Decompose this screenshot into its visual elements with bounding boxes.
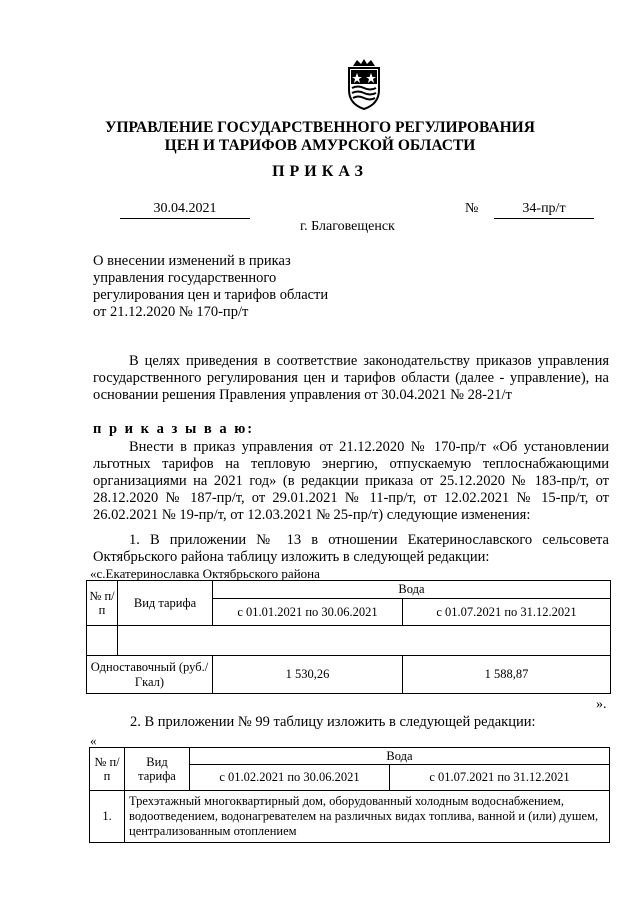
subject-line: О внесении изменений в приказ: [93, 253, 291, 269]
row-tariff-type: Одноставочный (руб./Гкал): [87, 656, 213, 694]
order-number: 34-пр/т: [494, 201, 594, 219]
table1-label: «с.Екатериноcлавка Октябрьского района: [90, 566, 320, 581]
row-value-period2: 1 588,87: [403, 656, 611, 694]
item2-paragraph: 2. В приложении № 99 таблицу изложить в следующей редакции:: [130, 714, 536, 730]
order-date: 30.04.2021: [120, 201, 250, 219]
order-subject: [93, 253, 353, 321]
tariff-table-2: [89, 747, 610, 843]
preamble-paragraph: В целях приведения в соответствие законодательству приказов управления государственного регулирования цен и тарифов области (далее - управление), на основании решения Правления управления от 30.04.2021 № 28-21/т: [93, 353, 609, 403]
table-cell-empty: [87, 626, 118, 656]
row-number: 1.: [90, 791, 125, 843]
col-header-period2: с 01.07.2021 по 31.12.2021: [390, 765, 610, 791]
item1-paragraph: 1. В приложении № 13 в отношении Екатеринославского сельсовета Октябрьского района таблицу изложить в следующей редакции:: [93, 532, 609, 565]
col-header-period1: с 01.02.2021 по 30.06.2021: [190, 765, 390, 791]
col-header-type: Вид тарифа: [118, 581, 213, 626]
org-name-line2: ЦЕН И ТАРИФОВ АМУРСКОЙ ОБЛАСТИ: [164, 137, 476, 154]
coat-of-arms-icon: [343, 58, 385, 110]
col-header-no: № п/п: [87, 581, 118, 626]
quote-open: «: [90, 733, 97, 748]
subject-line: управления государственного: [93, 270, 277, 286]
tariff-table-1: [86, 580, 611, 694]
org-name-line1: УПРАВЛЕНИЕ ГОСУДАРСТВЕННОГО РЕГУЛИРОВАНИЯ: [105, 119, 535, 136]
row-value-period1: 1 530,26: [213, 656, 403, 694]
col-header-water: Вода: [190, 748, 610, 765]
col-header-water: Вода: [213, 581, 611, 599]
quote-close: ».: [596, 697, 607, 712]
subject-line: регулирования цен и тарифов области: [93, 287, 329, 303]
col-header-type: Вид тарифа: [125, 748, 190, 791]
subject-line: от 21.12.2020 № 170-пр/т: [93, 304, 249, 320]
col-header-no: № п/п: [90, 748, 125, 791]
doc-type-title: ПРИКАЗ: [272, 163, 368, 180]
col-header-period1: с 01.01.2021 по 30.06.2021: [213, 599, 403, 626]
table-cell-empty: [118, 626, 611, 656]
col-header-period2: с 01.07.2021 по 31.12.2021: [403, 599, 611, 626]
number-sign: №: [465, 201, 479, 216]
main-paragraph: Внести в приказ управления от 21.12.2020 № 170-пр/т «Об установлении льготных тарифов на тепловую энергию, отпускаемую теплоснабжающими организациями на 2021 год» (в редакции приказа от 25.12.2020 № 183-пр/т, от 28.12.2020 № 187-пр/т, от 29.01.2021 № 11-пр/т, от 12.02.2021 № 15-пр/т, от 26.02.2021 № 19-пр/т, от 12.03.2021 № 25-пр/т) следующие изменения:: [93, 439, 609, 523]
row-description: Трехэтажный многоквартирный дом, оборудованный холодным водоснабжением, водоотведением, водонагревателем на различных видах топлива, ванной и (или) душем, централизованным отоплением: [125, 791, 610, 843]
prikazyvayu-heading: п р и к а з ы в а ю:: [93, 421, 255, 437]
city-name: г. Благовещенск: [300, 219, 395, 234]
